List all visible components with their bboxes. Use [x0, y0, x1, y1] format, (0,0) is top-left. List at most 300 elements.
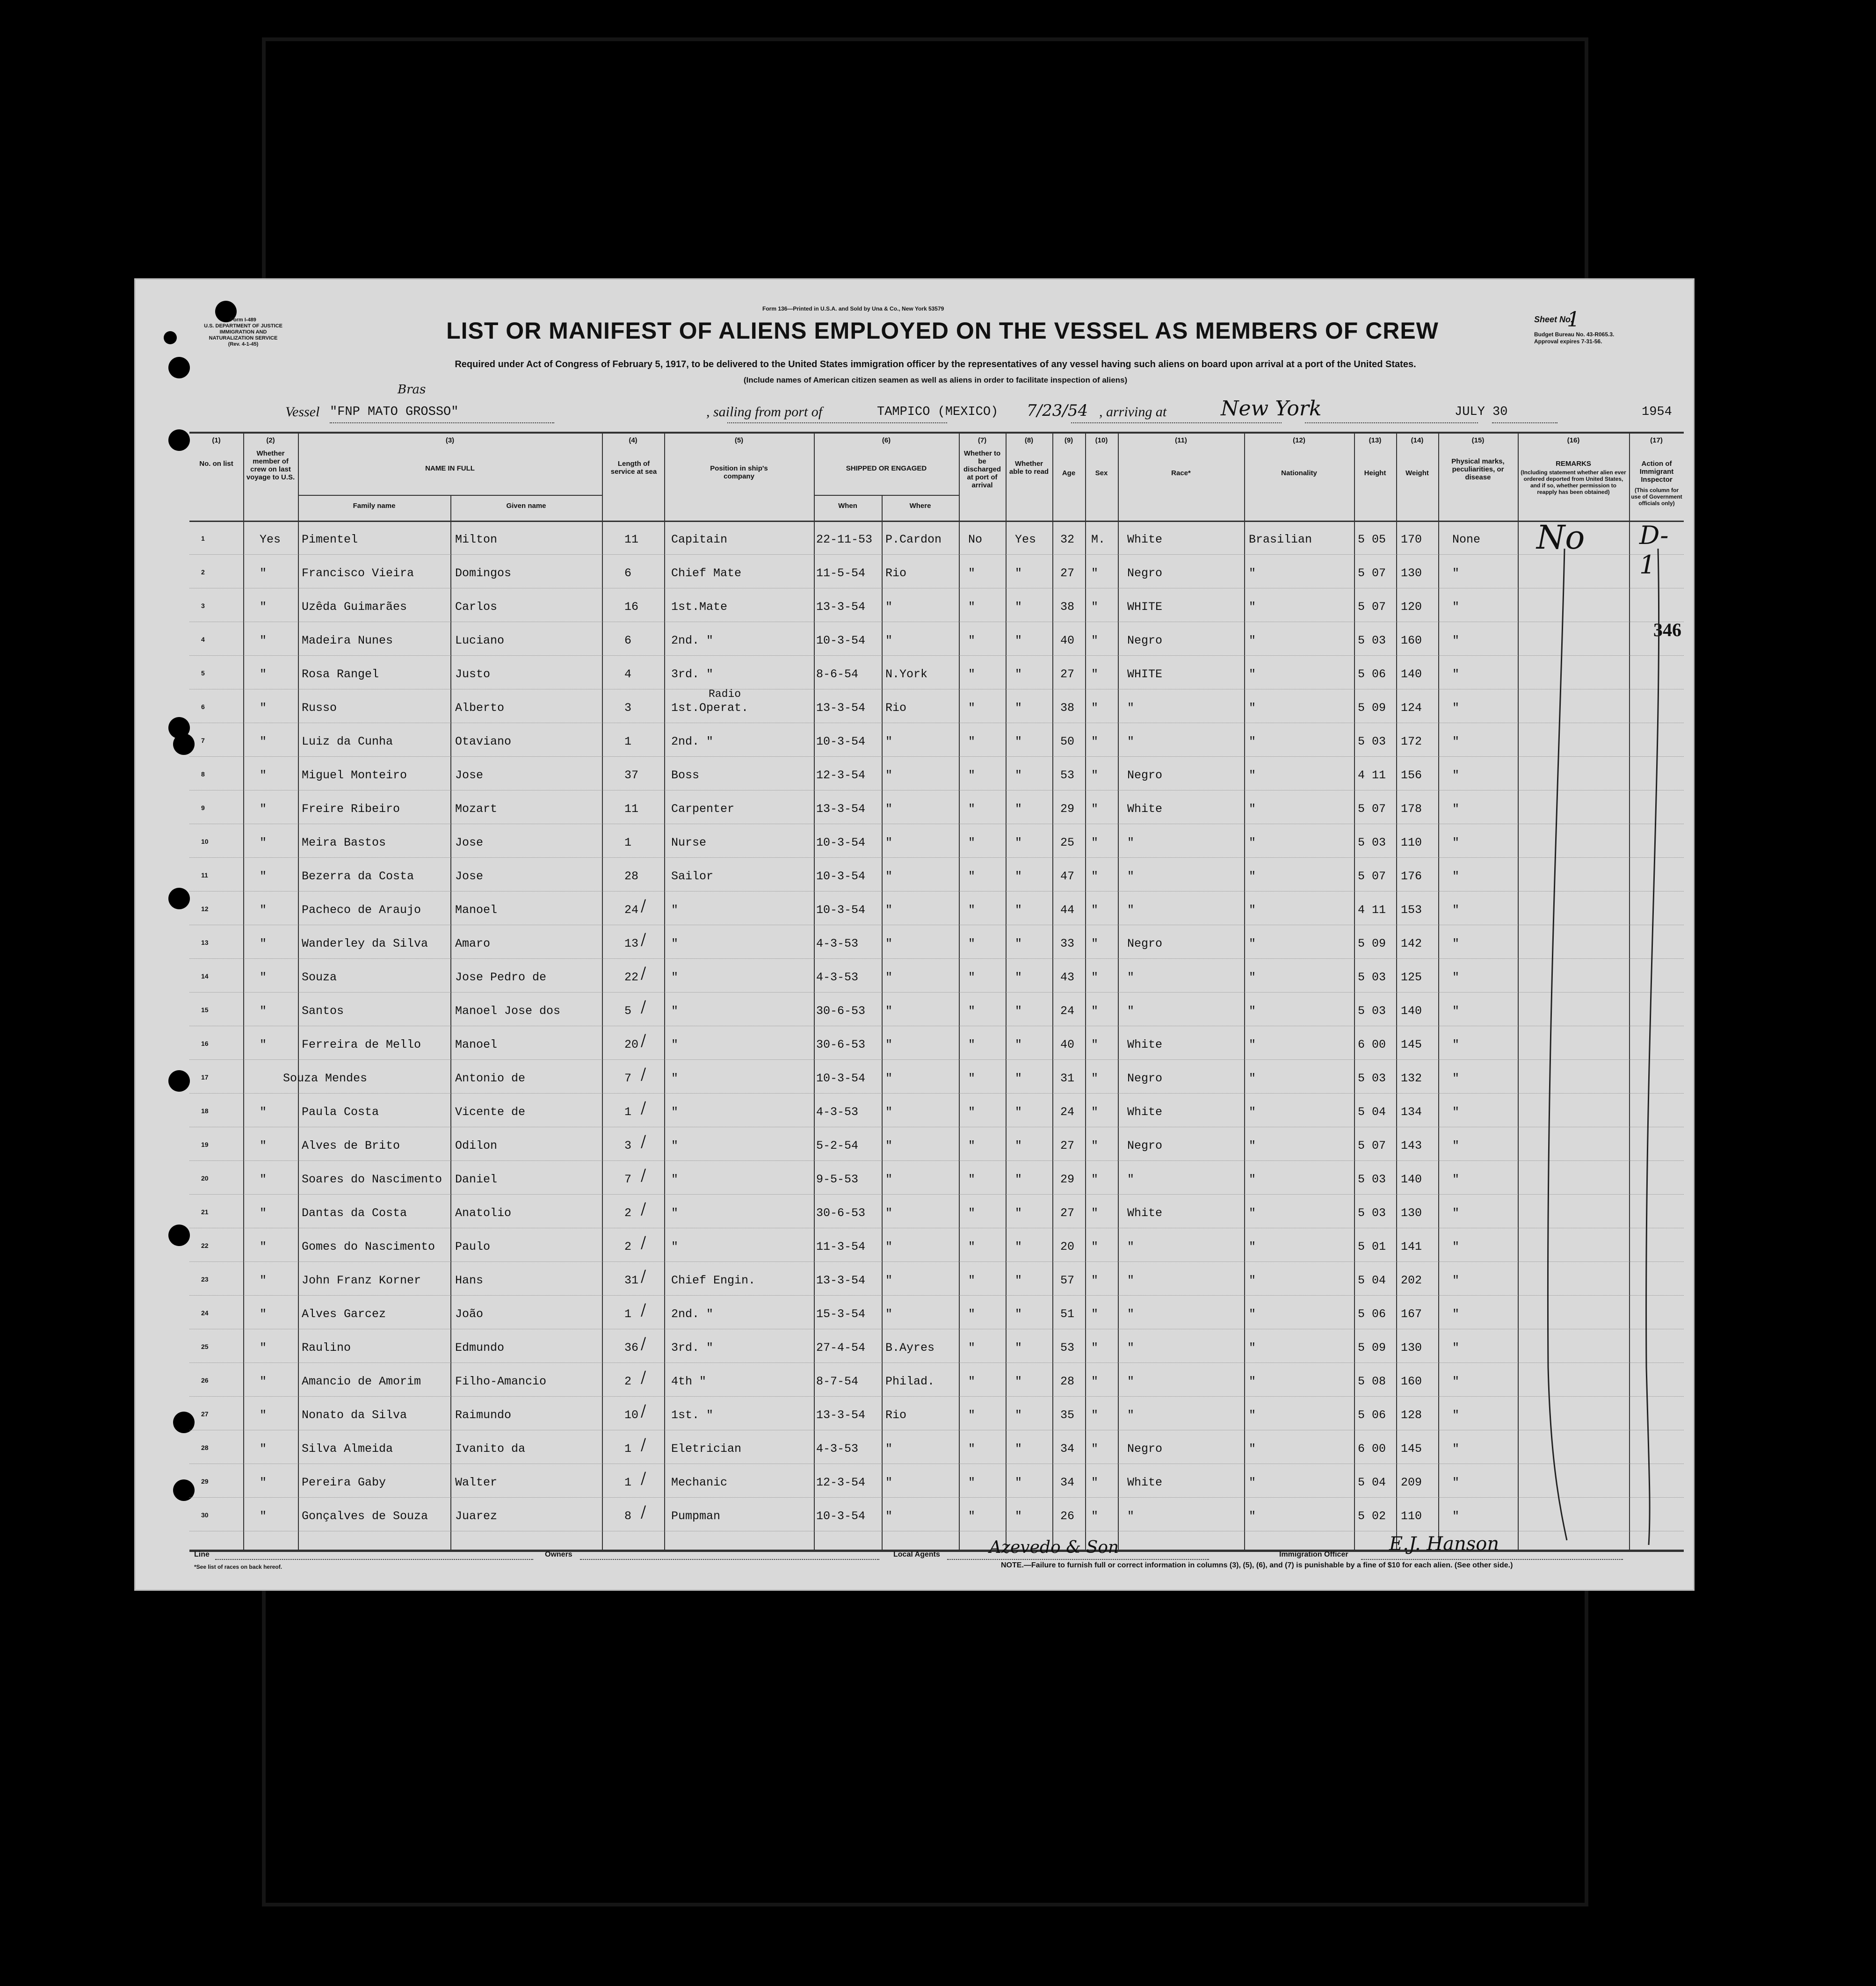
- check-mark: /: [639, 1267, 647, 1285]
- cell-height: 5 06: [1358, 1307, 1386, 1321]
- cell-position: ": [671, 1173, 679, 1186]
- cell-family-name: Souza Mendes: [283, 1072, 368, 1085]
- cell-weight: 209: [1401, 1476, 1422, 1489]
- row-number: 8: [201, 770, 205, 778]
- cell-family-name: Silva Almeida: [302, 1442, 393, 1456]
- cell-sex: ": [1091, 1274, 1099, 1287]
- cell-race: ": [1127, 735, 1135, 748]
- cell-shipped-when: 9-5-53: [816, 1173, 859, 1186]
- cell-able-to-read: ": [1015, 1240, 1022, 1254]
- cell-family-name: Souza: [302, 971, 337, 984]
- cell-sex: ": [1091, 1240, 1099, 1254]
- cell-position: 2nd. ": [671, 735, 714, 748]
- cell-age: 24: [1060, 1004, 1075, 1018]
- footer-officer-label: Immigration Officer: [1279, 1551, 1348, 1558]
- cell-sex: ": [1091, 870, 1099, 883]
- col-17-number: (17): [1650, 436, 1663, 444]
- cell-sex: ": [1091, 1476, 1099, 1489]
- inspector-line: [1646, 549, 1659, 1545]
- row-number: 29: [201, 1478, 209, 1485]
- cell-position: Carpenter: [671, 802, 735, 816]
- cell-prev-voyage: ": [260, 903, 267, 917]
- cell-race: Negro: [1127, 1139, 1163, 1152]
- cell-height: 5 05: [1358, 533, 1386, 546]
- cell-nationality: ": [1249, 1004, 1256, 1018]
- cell-shipped-where: N.York: [885, 667, 928, 681]
- cell-weight: 140: [1401, 667, 1422, 681]
- cell-race: ": [1127, 836, 1135, 849]
- cell-age: 44: [1060, 903, 1075, 917]
- departure-date: 7/23/54: [1027, 401, 1088, 420]
- cell-service-length: 6: [624, 566, 632, 580]
- cell-nationality: ": [1249, 735, 1256, 748]
- cell-age: 33: [1060, 937, 1075, 950]
- cell-weight: 141: [1401, 1240, 1422, 1254]
- cell-discharge: ": [968, 836, 976, 849]
- cell-given-name: Juarez: [455, 1509, 498, 1523]
- subheader-rule-name: [298, 495, 602, 496]
- cell-race: Negro: [1127, 566, 1163, 580]
- cell-age: 51: [1060, 1307, 1075, 1321]
- cell-weight: 143: [1401, 1139, 1422, 1152]
- cell-nationality: ": [1249, 1139, 1256, 1152]
- row-number: 22: [201, 1242, 209, 1249]
- inspector-action: D-1: [1639, 521, 1669, 580]
- col-12-label: Nationality: [1281, 469, 1317, 477]
- arrival-date: JULY 30: [1455, 405, 1508, 419]
- col-divider: [814, 432, 815, 1550]
- cell-prev-voyage: ": [260, 1442, 267, 1456]
- cell-nationality: ": [1249, 1274, 1256, 1287]
- cell-prev-voyage: ": [260, 1173, 267, 1186]
- cell-prev-voyage: ": [260, 836, 267, 849]
- cell-sex: ": [1091, 566, 1099, 580]
- cell-physical-marks: ": [1452, 1240, 1460, 1254]
- cell-service-length: 1: [624, 1476, 632, 1489]
- cell-age: 31: [1060, 1072, 1075, 1085]
- cell-sex: ": [1091, 1206, 1099, 1220]
- cell-shipped-where: Rio: [885, 566, 907, 580]
- cell-nationality: ": [1249, 667, 1256, 681]
- check-mark: /: [639, 997, 647, 1016]
- cell-nationality: ": [1249, 903, 1256, 917]
- row-number: 10: [201, 838, 209, 845]
- cell-able-to-read: Yes: [1015, 533, 1036, 546]
- cell-physical-marks: ": [1452, 903, 1460, 917]
- cell-shipped-when: 4-3-53: [816, 971, 859, 984]
- cell-age: 38: [1060, 701, 1075, 715]
- footer-officer-underline: [1361, 1559, 1623, 1560]
- cell-shipped-where: ": [885, 870, 893, 883]
- cell-sex: ": [1091, 802, 1099, 816]
- cell-height: 5 08: [1358, 1375, 1386, 1388]
- cell-family-name: Miguel Monteiro: [302, 768, 407, 782]
- cell-given-name: Amaro: [455, 937, 491, 950]
- cell-able-to-read: ": [1015, 735, 1022, 748]
- cell-age: 24: [1060, 1105, 1075, 1119]
- cell-nationality: ": [1249, 566, 1256, 580]
- cell-given-name: Edmundo: [455, 1341, 505, 1355]
- col-10-number: (10): [1095, 436, 1108, 444]
- cell-height: 4 11: [1358, 903, 1386, 917]
- cell-family-name: Russo: [302, 701, 337, 715]
- col-11-label: Race*: [1171, 469, 1191, 477]
- cell-able-to-read: ": [1015, 802, 1022, 816]
- vessel-annotation: Bras: [398, 383, 426, 397]
- col-divider: [1244, 432, 1245, 1550]
- cell-physical-marks: ": [1452, 1375, 1460, 1388]
- footer-owners-label: Owners: [545, 1551, 572, 1558]
- cell-sex: ": [1091, 1173, 1099, 1186]
- cell-shipped-when: 27-4-54: [816, 1341, 866, 1355]
- cell-position: 1st. ": [671, 1408, 714, 1422]
- cell-physical-marks: ": [1452, 701, 1460, 715]
- cell-shipped-where: Rio: [885, 701, 907, 715]
- cell-family-name: Raulino: [302, 1341, 351, 1355]
- cell-height: 5 03: [1358, 634, 1386, 647]
- col-12-number: (12): [1293, 436, 1305, 444]
- cell-prev-voyage: ": [260, 1004, 267, 1018]
- footer-owners-underline: [580, 1559, 879, 1560]
- cell-sex: ": [1091, 1307, 1099, 1321]
- cell-physical-marks: ": [1452, 971, 1460, 984]
- cell-weight: 140: [1401, 1173, 1422, 1186]
- cell-height: 5 07: [1358, 566, 1386, 580]
- cell-position: ": [671, 1139, 679, 1152]
- row-number: 24: [201, 1309, 209, 1317]
- cell-position: 2nd. ": [671, 1307, 714, 1321]
- cell-position: 3rd. ": [671, 667, 714, 681]
- cell-physical-marks: ": [1452, 600, 1460, 614]
- cell-shipped-when: 30-6-53: [816, 1004, 866, 1018]
- row-number: 16: [201, 1040, 209, 1047]
- row-number: 15: [201, 1006, 209, 1014]
- cell-weight: 124: [1401, 701, 1422, 715]
- cell-able-to-read: ": [1015, 701, 1022, 715]
- row-rule: [189, 1093, 1684, 1094]
- cell-weight: 167: [1401, 1307, 1422, 1321]
- cell-sex: ": [1091, 1509, 1099, 1523]
- row-number: 2: [201, 568, 205, 576]
- cell-position: Boss: [671, 768, 700, 782]
- cell-discharge: ": [968, 1004, 976, 1018]
- row-number: 4: [201, 636, 205, 643]
- cell-race: Negro: [1127, 1442, 1163, 1456]
- col-16-label: REMARKS: [1556, 460, 1591, 468]
- cell-shipped-when: 13-3-54: [816, 701, 866, 715]
- cell-height: 5 07: [1358, 870, 1386, 883]
- cell-shipped-where: ": [885, 903, 893, 917]
- cell-shipped-when: 12-3-54: [816, 768, 866, 782]
- row-number: 21: [201, 1208, 209, 1216]
- cell-position: Nurse: [671, 836, 707, 849]
- cell-family-name: Soares do Nascimento: [302, 1173, 442, 1186]
- col-6-when-label: When: [838, 502, 857, 510]
- cell-prev-voyage: ": [260, 768, 267, 782]
- cell-given-name: Jose: [455, 870, 484, 883]
- cell-height: 5 07: [1358, 600, 1386, 614]
- cell-nationality: ": [1249, 1408, 1256, 1422]
- cell-discharge: ": [968, 1206, 976, 1220]
- cell-physical-marks: ": [1452, 937, 1460, 950]
- race-footnote: *See list of races on back hereof.: [194, 1564, 282, 1570]
- col-7-label: Whether to be discharged at port of arrival: [963, 449, 1001, 489]
- cell-prev-voyage: ": [260, 1509, 267, 1523]
- form-identifier: [199, 317, 288, 348]
- cell-shipped-where: Philad.: [885, 1375, 935, 1388]
- cell-service-length: 4: [624, 667, 632, 681]
- col-13-number: (13): [1369, 436, 1382, 444]
- cell-prev-voyage: ": [260, 600, 267, 614]
- cell-nationality: ": [1249, 1476, 1256, 1489]
- cell-sex: ": [1091, 1139, 1099, 1152]
- cell-height: 5 09: [1358, 701, 1386, 715]
- cell-position: ": [671, 1105, 679, 1119]
- cell-race: Negro: [1127, 1072, 1163, 1085]
- cell-service-length: 3: [624, 1139, 632, 1152]
- cell-family-name: Dantas da Costa: [302, 1206, 407, 1220]
- page-title: LIST OR MANIFEST OF ALIENS EMPLOYED ON THE VESSEL AS MEMBERS OF CREW: [446, 318, 1439, 344]
- sheet-label: Sheet No.: [1534, 315, 1573, 324]
- cell-service-length: 11: [624, 533, 639, 546]
- budget-bureau: Budget Bureau No. 43-R065.3.: [1534, 331, 1615, 338]
- cell-discharge: ": [968, 903, 976, 917]
- cell-discharge: ": [968, 1408, 976, 1422]
- cell-discharge: ": [968, 937, 976, 950]
- col-divider: [1006, 432, 1007, 1550]
- cell-family-name: Madeira Nunes: [302, 634, 393, 647]
- cell-given-name: Otaviano: [455, 735, 512, 748]
- cell-discharge: ": [968, 1173, 976, 1186]
- vessel-label: Vessel: [285, 404, 320, 420]
- check-mark: /: [639, 896, 647, 915]
- cell-discharge: ": [968, 1375, 976, 1388]
- cell-shipped-where: Rio: [885, 1408, 907, 1422]
- cell-age: 34: [1060, 1476, 1075, 1489]
- cell-shipped-where: ": [885, 836, 893, 849]
- cell-position: ": [671, 1206, 679, 1220]
- row-rule: [189, 891, 1684, 892]
- check-mark: /: [639, 1368, 647, 1386]
- cell-race: White: [1127, 1476, 1163, 1489]
- remarks-annotation: No: [1536, 518, 1585, 557]
- cell-age: 57: [1060, 1274, 1075, 1287]
- cell-able-to-read: ": [1015, 1307, 1022, 1321]
- port-underline: [727, 422, 947, 423]
- cell-height: 5 03: [1358, 1004, 1386, 1018]
- cell-shipped-when: 8-7-54: [816, 1375, 859, 1388]
- subheader-rule-shipped: [814, 495, 959, 496]
- cell-shipped-where: ": [885, 735, 893, 748]
- cell-discharge: ": [968, 971, 976, 984]
- cell-shipped-when: 13-3-54: [816, 1408, 866, 1422]
- cell-shipped-when: 11-3-54: [816, 1240, 866, 1254]
- cell-prev-voyage: ": [260, 1038, 267, 1051]
- cell-able-to-read: ": [1015, 1274, 1022, 1287]
- row-number: 13: [201, 939, 209, 946]
- cell-height: 6 00: [1358, 1442, 1386, 1456]
- cell-given-name: Carlos: [455, 600, 498, 614]
- port-of-departure: TAMPICO (MEXICO): [877, 405, 999, 419]
- cell-discharge: ": [968, 701, 976, 715]
- cell-able-to-read: ": [1015, 566, 1022, 580]
- cell-prev-voyage: ": [260, 1206, 267, 1220]
- cell-service-length: 31: [624, 1274, 639, 1287]
- cell-able-to-read: ": [1015, 768, 1022, 782]
- cell-position: 2nd. ": [671, 634, 714, 647]
- cell-prev-voyage: Yes: [260, 533, 281, 546]
- cell-family-name: Bezerra da Costa: [302, 870, 414, 883]
- cell-shipped-where: ": [885, 1206, 893, 1220]
- cell-sex: ": [1091, 735, 1099, 748]
- cell-shipped-where: ": [885, 1173, 893, 1186]
- cell-sex: ": [1091, 1375, 1099, 1388]
- cell-given-name: Paulo: [455, 1240, 491, 1254]
- cell-discharge: ": [968, 600, 976, 614]
- cell-race: ": [1127, 701, 1135, 715]
- cell-prev-voyage: ": [260, 1105, 267, 1119]
- cell-shipped-when: 4-3-53: [816, 1442, 859, 1456]
- cell-shipped-when: 4-3-53: [816, 1105, 859, 1119]
- cell-shipped-when: 10-3-54: [816, 634, 866, 647]
- cell-physical-marks: ": [1452, 836, 1460, 849]
- department: U.S. DEPARTMENT OF JUSTICE: [204, 323, 282, 329]
- cell-race: ": [1127, 1341, 1135, 1355]
- cell-able-to-read: ": [1015, 1375, 1022, 1388]
- row-rule: [189, 655, 1684, 656]
- cell-weight: 132: [1401, 1072, 1422, 1085]
- col-6-where-label: Where: [909, 502, 931, 510]
- col-13-label: Height: [1364, 469, 1386, 477]
- cell-shipped-when: 10-3-54: [816, 1072, 866, 1085]
- cell-sex: ": [1091, 1408, 1099, 1422]
- cell-physical-marks: ": [1452, 1105, 1460, 1119]
- cell-physical-marks: ": [1452, 870, 1460, 883]
- cell-family-name: Santos: [302, 1004, 344, 1018]
- cell-height: 5 06: [1358, 1408, 1386, 1422]
- cell-physical-marks: ": [1452, 1274, 1460, 1287]
- cell-prev-voyage: ": [260, 802, 267, 816]
- cell-weight: 110: [1401, 836, 1422, 849]
- cell-prev-voyage: ": [260, 1408, 267, 1422]
- cell-sex: ": [1091, 701, 1099, 715]
- col-17-sublabel: (This column for use of Government officials only): [1631, 487, 1682, 507]
- cell-position: ": [671, 1072, 679, 1085]
- cell-race: ": [1127, 1307, 1135, 1321]
- row-number: 5: [201, 669, 205, 677]
- cell-prev-voyage: ": [260, 735, 267, 748]
- cell-shipped-where: ": [885, 971, 893, 984]
- cell-family-name: Pimentel: [302, 533, 358, 546]
- check-mark: /: [639, 930, 647, 949]
- row-rule: [189, 1497, 1684, 1498]
- punch-hole: [168, 888, 190, 909]
- row-number: 23: [201, 1276, 209, 1283]
- cell-service-length: 11: [624, 802, 639, 816]
- cell-able-to-read: ": [1015, 1408, 1022, 1422]
- cell-family-name: Uzêda Guimarães: [302, 600, 407, 614]
- service: IMMIGRATION AND NATURALIZATION SERVICE: [209, 329, 278, 341]
- cell-age: 29: [1060, 802, 1075, 816]
- cell-prev-voyage: ": [260, 971, 267, 984]
- cell-able-to-read: ": [1015, 1139, 1022, 1152]
- cell-given-name: Daniel: [455, 1173, 498, 1186]
- check-mark: /: [639, 1166, 647, 1184]
- remarks-line: [1548, 549, 1567, 1540]
- cell-physical-marks: ": [1452, 1038, 1460, 1051]
- col-4-label: Length of service at sea: [610, 460, 657, 476]
- footer-agents-label: Local Agents: [893, 1551, 940, 1558]
- crew-table: [189, 432, 1684, 1550]
- col-11-number: (11): [1175, 436, 1187, 444]
- cell-race: ": [1127, 1173, 1135, 1186]
- cell-age: 25: [1060, 836, 1075, 849]
- cell-height: 5 03: [1358, 836, 1386, 849]
- row-number: 17: [201, 1073, 209, 1081]
- cell-able-to-read: ": [1015, 1038, 1022, 1051]
- cell-service-length: 8: [624, 1509, 632, 1523]
- cell-race: White: [1127, 802, 1163, 816]
- cell-service-length: 2: [624, 1240, 632, 1254]
- cell-physical-marks: ": [1452, 1206, 1460, 1220]
- cell-age: 28: [1060, 1375, 1075, 1388]
- row-number: 26: [201, 1377, 209, 1384]
- cell-position: ": [671, 1038, 679, 1051]
- check-mark: /: [639, 1233, 647, 1252]
- col-6-number: (6): [882, 436, 891, 444]
- cell-family-name: Pereira Gaby: [302, 1476, 386, 1489]
- col-divider: [243, 432, 244, 1550]
- cell-service-length: 7: [624, 1072, 632, 1085]
- cell-family-name: Paula Costa: [302, 1105, 379, 1119]
- cell-able-to-read: ": [1015, 1442, 1022, 1456]
- cell-given-name: Manoel: [455, 903, 498, 917]
- cell-prev-voyage: ": [260, 937, 267, 950]
- check-mark: /: [639, 964, 647, 982]
- cell-service-length: 1: [624, 1307, 632, 1321]
- check-mark: /: [639, 1199, 647, 1218]
- cell-weight: 202: [1401, 1274, 1422, 1287]
- cell-weight: 125: [1401, 971, 1422, 984]
- cell-given-name: Hans: [455, 1274, 484, 1287]
- cell-age: 40: [1060, 634, 1075, 647]
- col-divider: [1629, 432, 1630, 1550]
- cell-prev-voyage: ": [260, 634, 267, 647]
- row-rule: [189, 992, 1684, 993]
- cell-nationality: ": [1249, 802, 1256, 816]
- cell-height: 5 03: [1358, 1173, 1386, 1186]
- cell-weight: 156: [1401, 768, 1422, 782]
- cell-given-name: Milton: [455, 533, 498, 546]
- cell-able-to-read: ": [1015, 667, 1022, 681]
- cell-position: Sailor: [671, 870, 714, 883]
- cell-race: White: [1127, 1105, 1163, 1119]
- cell-able-to-read: ": [1015, 634, 1022, 647]
- cell-nationality: ": [1249, 1341, 1256, 1355]
- cell-shipped-when: 30-6-53: [816, 1206, 866, 1220]
- cell-given-name: Walter: [455, 1476, 498, 1489]
- cell-physical-marks: ": [1452, 1173, 1460, 1186]
- cell-shipped-when: 5-2-54: [816, 1139, 859, 1152]
- cell-discharge: ": [968, 802, 976, 816]
- cell-shipped-where: ": [885, 1004, 893, 1018]
- cell-able-to-read: ": [1015, 836, 1022, 849]
- revision: (Rev. 4-1-45): [228, 341, 259, 347]
- cell-height: 5 04: [1358, 1105, 1386, 1119]
- cell-shipped-where: ": [885, 634, 893, 647]
- cell-physical-marks: ": [1452, 634, 1460, 647]
- cell-race: ": [1127, 1274, 1135, 1287]
